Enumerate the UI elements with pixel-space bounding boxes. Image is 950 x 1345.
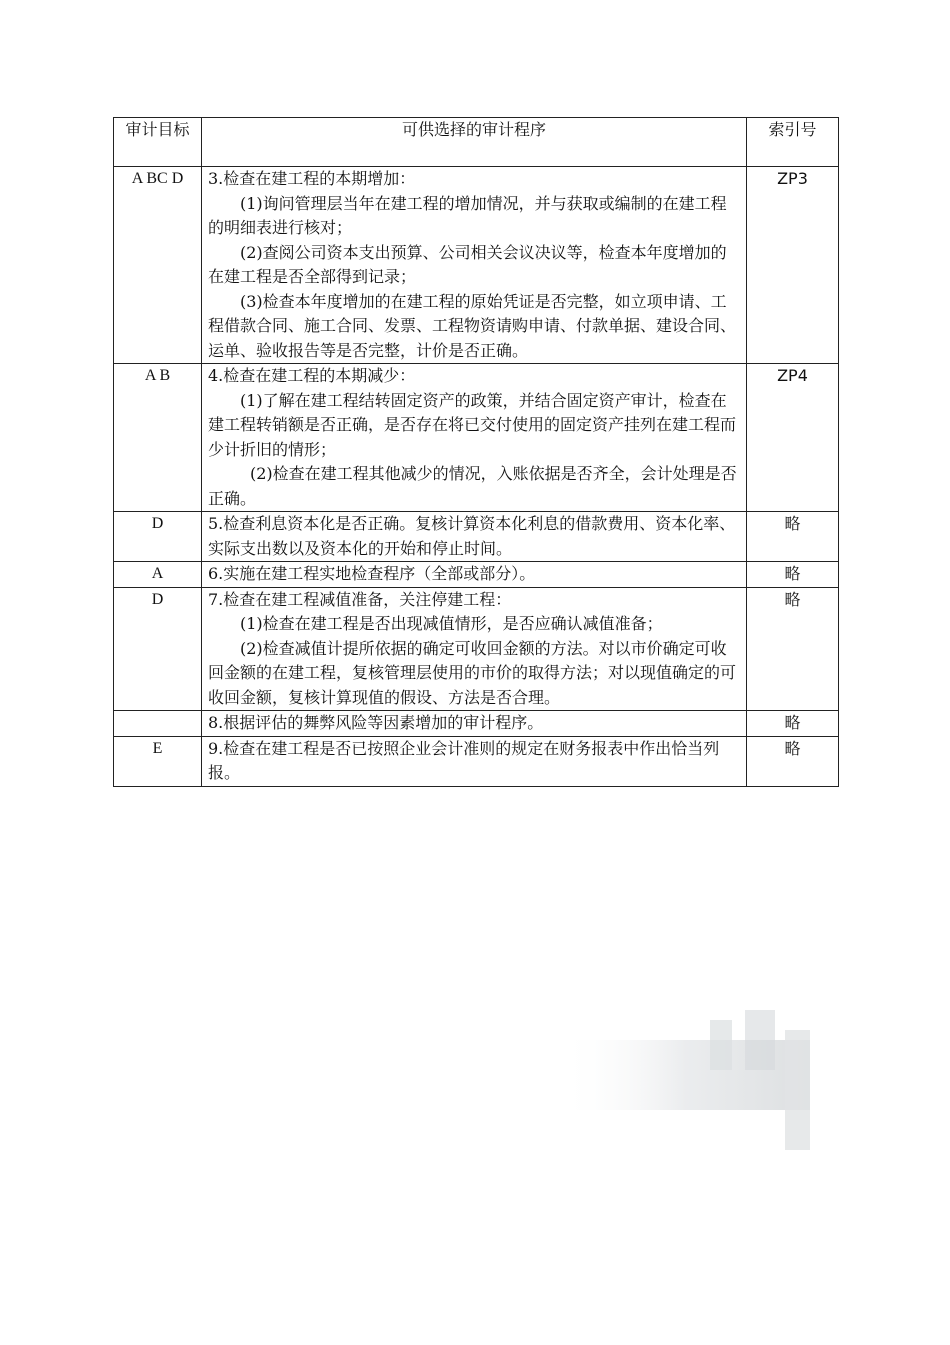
row-index: 略 (747, 711, 839, 737)
row-procedure (202, 562, 747, 588)
table-row (114, 711, 839, 737)
procedure-step: 7.检查在建工程减值准备，关注停建工程： (208, 589, 512, 609)
procedure-step: 8.根据评估的舞弊风险等因素增加的审计程序。 (208, 713, 544, 732)
row-index: 略 (747, 512, 839, 562)
procedure-substep: (2)检查在建工程其他减少的情况，入账依据是否齐全，会计处理是否正确。 (208, 464, 737, 508)
row-procedure (202, 736, 747, 786)
row-goal: A BC D (114, 167, 202, 364)
row-index: 略 (747, 736, 839, 786)
row-goal: A B (114, 364, 202, 512)
row-procedure (202, 364, 747, 512)
header-audit-procedure: 可供选择的审计程序 (202, 118, 747, 167)
table-row (114, 512, 839, 562)
row-goal: D (114, 587, 202, 711)
table-row (114, 736, 839, 786)
table-row (114, 587, 839, 711)
row-goal: E (114, 736, 202, 786)
row-goal: A (114, 562, 202, 588)
table-row (114, 167, 839, 364)
procedure-substep: (2)检查减值计提所依据的确定可收回金额的方法。对以市价确定可收回金额的在建工程，复核管理层使用的市价的取得方法；对以现值确定的可收回金额，复核计算现值的假设、方法是否合理。 (208, 638, 737, 707)
procedure-substep: (1)检查在建工程是否出现减值情形，是否应确认减值准备； (240, 614, 663, 633)
row-index: 略 (747, 587, 839, 711)
procedure-substep: (2)查阅公司资本支出预算、公司相关会议决议等，检查本年度增加的在建工程是否全部得到记录； (208, 242, 727, 286)
row-index: ZP3 (747, 167, 839, 364)
procedure-step: 4.检查在建工程的本期减少： (208, 366, 416, 385)
procedure-substep: (1)了解在建工程结转固定资产的政策，并结合固定资产审计，检查在建工程转销额是否正确，是否存在将已交付使用的固定资产挂列在建工程而少计折旧的情形； (208, 390, 737, 459)
table-row (114, 562, 839, 588)
procedure-step: 6.实施在建工程实地检查程序（全部或部分）。 (208, 564, 536, 583)
procedure-substep: (3)检查本年度增加的在建工程的原始凭证是否完整，如立项申请、工程借款合同、施工合同、发票、工程物资请购申请、付款单据、建设合同、运单、验收报告等是否完整，计价是否正确。 (208, 291, 737, 360)
row-procedure (202, 587, 747, 711)
row-procedure (202, 711, 747, 737)
header-index-number: 索引号 (747, 118, 839, 167)
procedure-step: 5.检查利息资本化是否正确。复核计算资本化利息的借款费用、资本化率、实际支出数以及资本化的开始和停止时间。 (208, 514, 736, 558)
row-procedure (202, 167, 747, 364)
procedure-substep: (1)询问管理层当年在建工程的增加情况，并与获取或编制的在建工程的明细表进行核对； (208, 193, 727, 237)
watermark-image (560, 1010, 810, 1150)
row-index: ZP4 (747, 364, 839, 512)
row-index: 略 (747, 562, 839, 588)
table-row (114, 364, 839, 512)
procedure-step: 9.检查在建工程是否已按照企业会计准则的规定在财务报表中作出恰当列报。 (208, 738, 720, 782)
row-procedure (202, 512, 747, 562)
audit-procedure-table (113, 117, 839, 787)
procedure-step: 3.检查在建工程的本期增加： (208, 169, 416, 188)
header-audit-goal: 审计目标 (114, 118, 202, 167)
row-goal: D (114, 512, 202, 562)
table-header-row (114, 118, 839, 167)
row-goal (114, 711, 202, 737)
